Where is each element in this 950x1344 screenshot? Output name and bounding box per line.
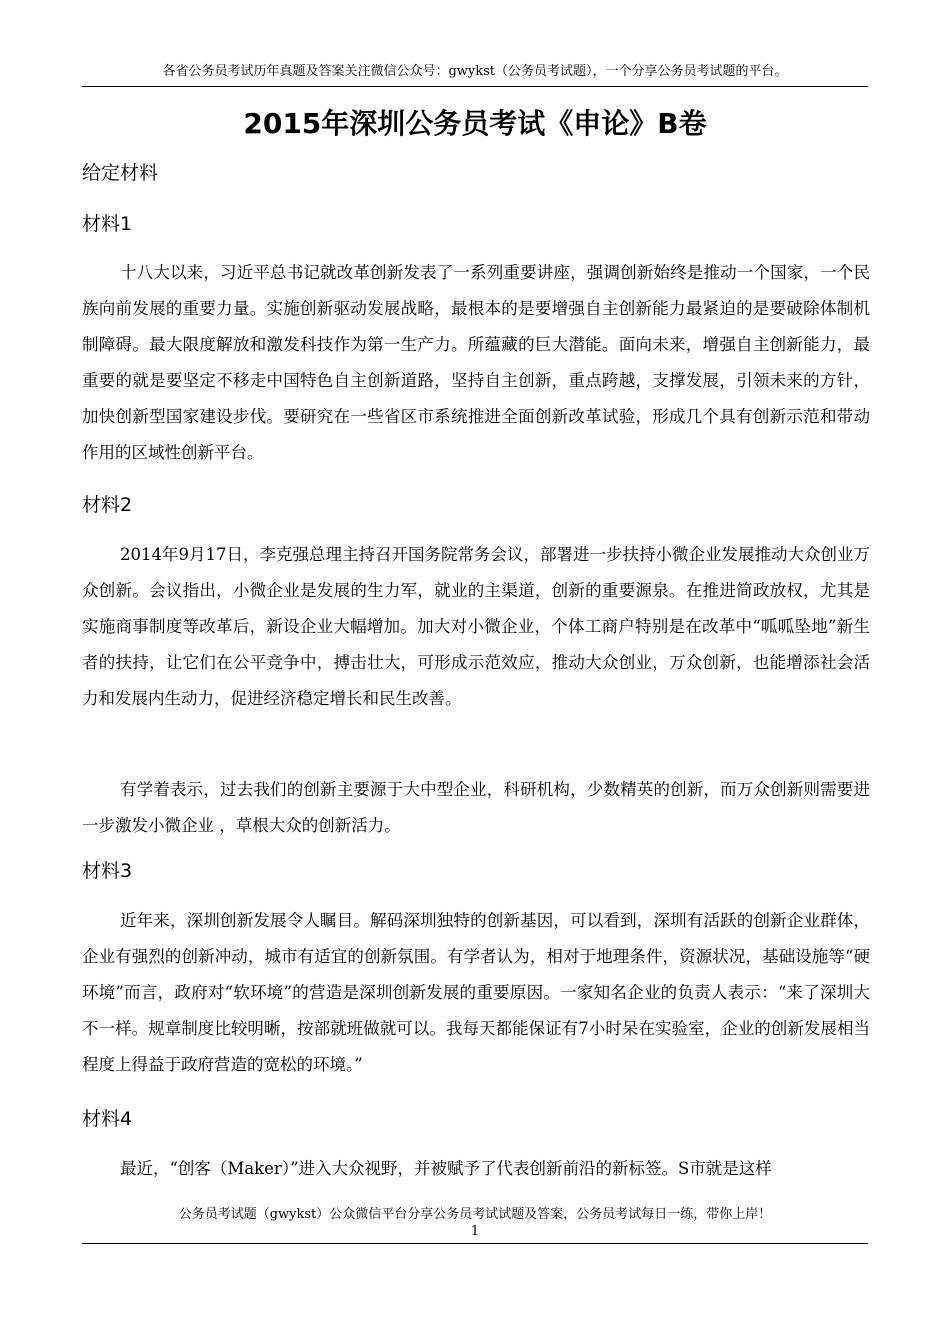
footer-divider (82, 1243, 868, 1244)
material-3-heading: 材料3 (82, 860, 133, 882)
section-heading-given-materials: 给定材料 (82, 162, 159, 184)
material-1-heading: 材料1 (82, 213, 133, 235)
page-header: 各省公务员考试历年真题及答案关注微信公众号：gwykst（公务员考试题），一个分享公务员考试题的平台。 (82, 62, 868, 87)
document-title: 2015年深圳公务员考试《申论》B卷 (243, 107, 707, 140)
material-4-paragraph-1: 最近，“创客（Maker）”进入大众视野，并被赋予了代表创新前沿的新标签。S市就是这样 (120, 1159, 772, 1178)
material-2-paragraph-1: 2014年9月17日，李克强总理主持召开国务院常务会议，部署进一步扶持小微企业发展推动大众创业万众创新。会议指出，小微企业是发展的生力军，就业的主渠道，创新的重要源泉。在推进简政放权，尤其是实施商事制度等改革后，新设企业大幅增加。加大对小微企业，个体工商户特别是在改革中“呱呱坠地”新生者的扶持，让它们在公平竞争中，搏击壮大，可形成示范效应，推动大众创业，万众创新，也能增添社会活力和发展内生动力，促进经济稳定增长和民生改善。 (82, 545, 870, 708)
material-1-paragraph-1: 十八大以来，习近平总书记就改革创新发表了一系列重要讲座，强调创新始终是推动一个国家，一个民族向前发展的重要力量。实施创新驱动发展战略，最根本的是要增强自主创新能力最紧迫的是要破除体制机制障碍。最大限度解放和激发科技作为第一生产力。所蕴藏的巨大潜能。面向未来，增强自主创新能力，最重要的就是要坚定不移走中国特色自主创新道路，坚持自主创新，重点跨越，支撑发展，引领未来的方针，加快创新型国家建设步伐。要研究在一些省区市系统推进全面创新改革试验，形成几个具有创新示范和带动作用的区域性创新平台。 (82, 263, 870, 462)
material-3-paragraph-1: 近年来，深圳创新发展令人瞩目。解码深圳独特的创新基因，可以看到，深圳有活跃的创新企业群体，企业有强烈的创新冲动，城市有适宜的创新氛围。有学者认为，相对于地理条件，资源状况，基础设施等“硬环境”而言，政府对“软环境”的营造是深圳创新发展的重要原因。一家知名企业的负责人表示：“来了深圳大不一样。规章制度比较明晰，按部就班做就可以。我每天都能保证有7小时呆在实验室，企业的创新发展相当程度上得益于政府营造的宽松的环境。” (82, 911, 870, 1074)
material-4-heading: 材料4 (82, 1108, 133, 1130)
page-number: 1 (470, 1224, 480, 1239)
material-2-paragraph-2: 有学着表示，过去我们的创新主要源于大中型企业，科研机构，少数精英的创新，而万众创新则需要进一步激发小微企业 ，草根大众的创新活力。 (82, 780, 870, 835)
page-footer: 公务员考试题（gwykst）公众微信平台分享公务员考试试题及答案，公务员考试每日一练，带你上岸！ (178, 1207, 772, 1222)
material-2-heading: 材料2 (82, 494, 133, 516)
